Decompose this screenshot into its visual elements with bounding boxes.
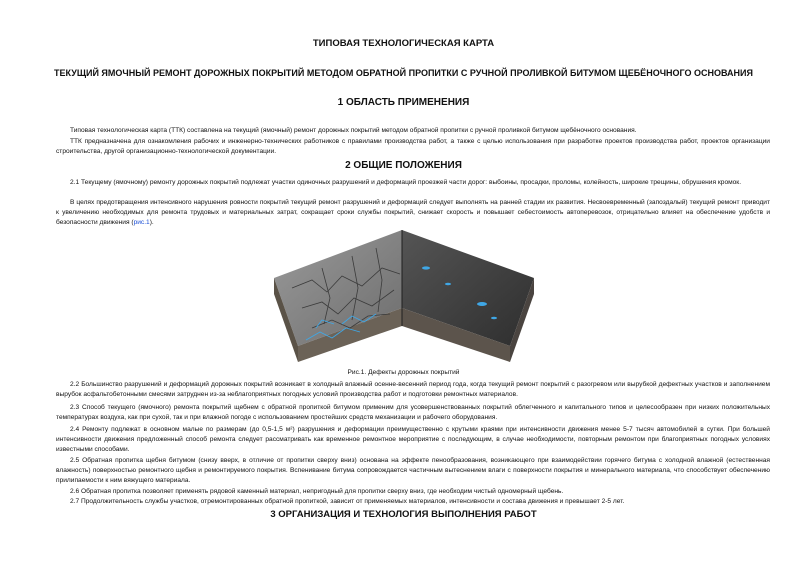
section-1-heading: 1 ОБЛАСТЬ ПРИМЕНЕНИЯ	[337, 97, 470, 108]
paragraph-2-4: 2.4 Ремонту подлежат в основном малые по размерам (до 0,5-1,5 м²) разрушения и деформации преимущественно с крутыми краями при интенсивности движения менее 5-7 тысяч автомобилей в сутки. При большей интенсивности движения предложенный способ ремонта следует рассматривать как временное ремонтное мероприятие с последующим, в случае необходимости, повторным ремонтом при благоприятных погодных условиях известными способами.	[56, 426, 770, 453]
figure-road-defects	[272, 228, 536, 366]
paragraph-2-3: 2.3 Способ текущего (ямочного) ремонта покрытий щебнем с обратной пропиткой битумом применим для усовершенствованных покрытий облегченного и капитального типов и целесообразен при низких положительных температурах воздуха, как при сухой, так и при влажной погоде с использованием простейших средств механизации и рабочего оборудования.	[56, 404, 770, 421]
section-2-heading: 2 ОБЩИЕ ПОЛОЖЕНИЯ	[345, 160, 462, 171]
paragraph-1-2: ТТК предназначена для ознакомления рабочих и инженерно-технических работников с правилами производства работ, а также с целью использования при разработке проектов производства работ, проектов организации строительства, другой организационно-технологической документации.	[56, 138, 770, 155]
paragraph-2-7: 2.7 Продолжительность службы участков, отремонтированных обратной пропиткой, зависит от применяемых материалов, интенсивности и состава движения и превышает 2-5 лет.	[70, 498, 625, 505]
paragraph-2-5: 2.5 Обратная пропитка щебня битумом (снизу вверх, в отличие от пропитки сверху вниз) основана на эффекте пенообразования, возникающего при взаимодействии горячего битума с холодной влажной (естественная влажность) поверхностью ремонтного щебня и ремонтируемого покрытия. Вспенивание битума сопровождается частичным вытеснением влаги с поверхности покрытия и минерального материала, что способствует обеспечению прилипаемости к ним вяжущего материала.	[56, 457, 770, 484]
section-3-heading: 3 ОРГАНИЗАЦИЯ И ТЕХНОЛОГИЯ ВЫПОЛНЕНИЯ РАБОТ	[270, 509, 537, 520]
paragraph-2-1b-end: ).	[149, 219, 154, 226]
paragraph-2-1b-text: В целях предотвращения интенсивного нарушения ровности покрытий текущий ремонт разрушений и деформаций следует выполнять на ранней стадии их развития. Несвоевременный (запоздалый) текущий ремонт приводит к увеличению необходимых для ремонта трудовых и материальных затрат, сокращает сроки службы покрытий, снижает скорость и повышает себестоимость автоперевозок, отрицательно влияет на обеспечение удобств и безопасности движения (	[56, 199, 770, 226]
paragraph-1-1: Типовая технологическая карта (ТТК) составлена на текущий (ямочный) ремонт дорожных покрытий методом обратной пропитки с ручной проливкой битумом щебёночного основания.	[70, 127, 637, 134]
figure-caption: Рис.1. Дефекты дорожных покрытий	[347, 369, 460, 376]
repaired-pavement-section	[402, 230, 534, 362]
paragraph-2-1: 2.1 Текущему (ямочному) ремонту дорожных покрытий подлежат участки одиночных разрушений и деформаций проезжей части дорог: выбоины, просадки, проломы, колейность, широкие трещины, обрушения кромок.	[70, 179, 742, 186]
paragraph-2-1b	[56, 198, 770, 228]
damaged-pavement-section	[274, 230, 402, 362]
document-subtitle: ТЕКУЩИЙ ЯМОЧНЫЙ РЕМОНТ ДОРОЖНЫХ ПОКРЫТИЙ МЕТОДОМ ОБРАТНОЙ ПРОПИТКИ С РУЧНОЙ ПРОЛИВКОЙ БИТУМОМ ЩЕБЁНОЧНОГО ОСНОВАНИЯ	[54, 68, 753, 78]
figure-1-link[interactable]: рис.1	[133, 219, 150, 226]
document-title: ТИПОВАЯ ТЕХНОЛОГИЧЕСКАЯ КАРТА	[312, 38, 495, 49]
paragraph-2-2: 2.2 Большинство разрушений и деформаций дорожных покрытий возникает в холодный влажный осенне-весенний период года, когда текущий ремонт покрытий с разогревом или вырубкой дефектных участков и заполнением вырубок асфальтобетонными смесями затруднен из-за неблагоприятных погодных условий производства работ и подготовки ремонтных материалов.	[56, 381, 770, 398]
paragraph-2-6: 2.6 Обратная пропитка позволяет применять рядовой каменный материал, непригодный для пропитки сверху вниз, где необходим чистый одномерный щебень.	[70, 488, 564, 495]
